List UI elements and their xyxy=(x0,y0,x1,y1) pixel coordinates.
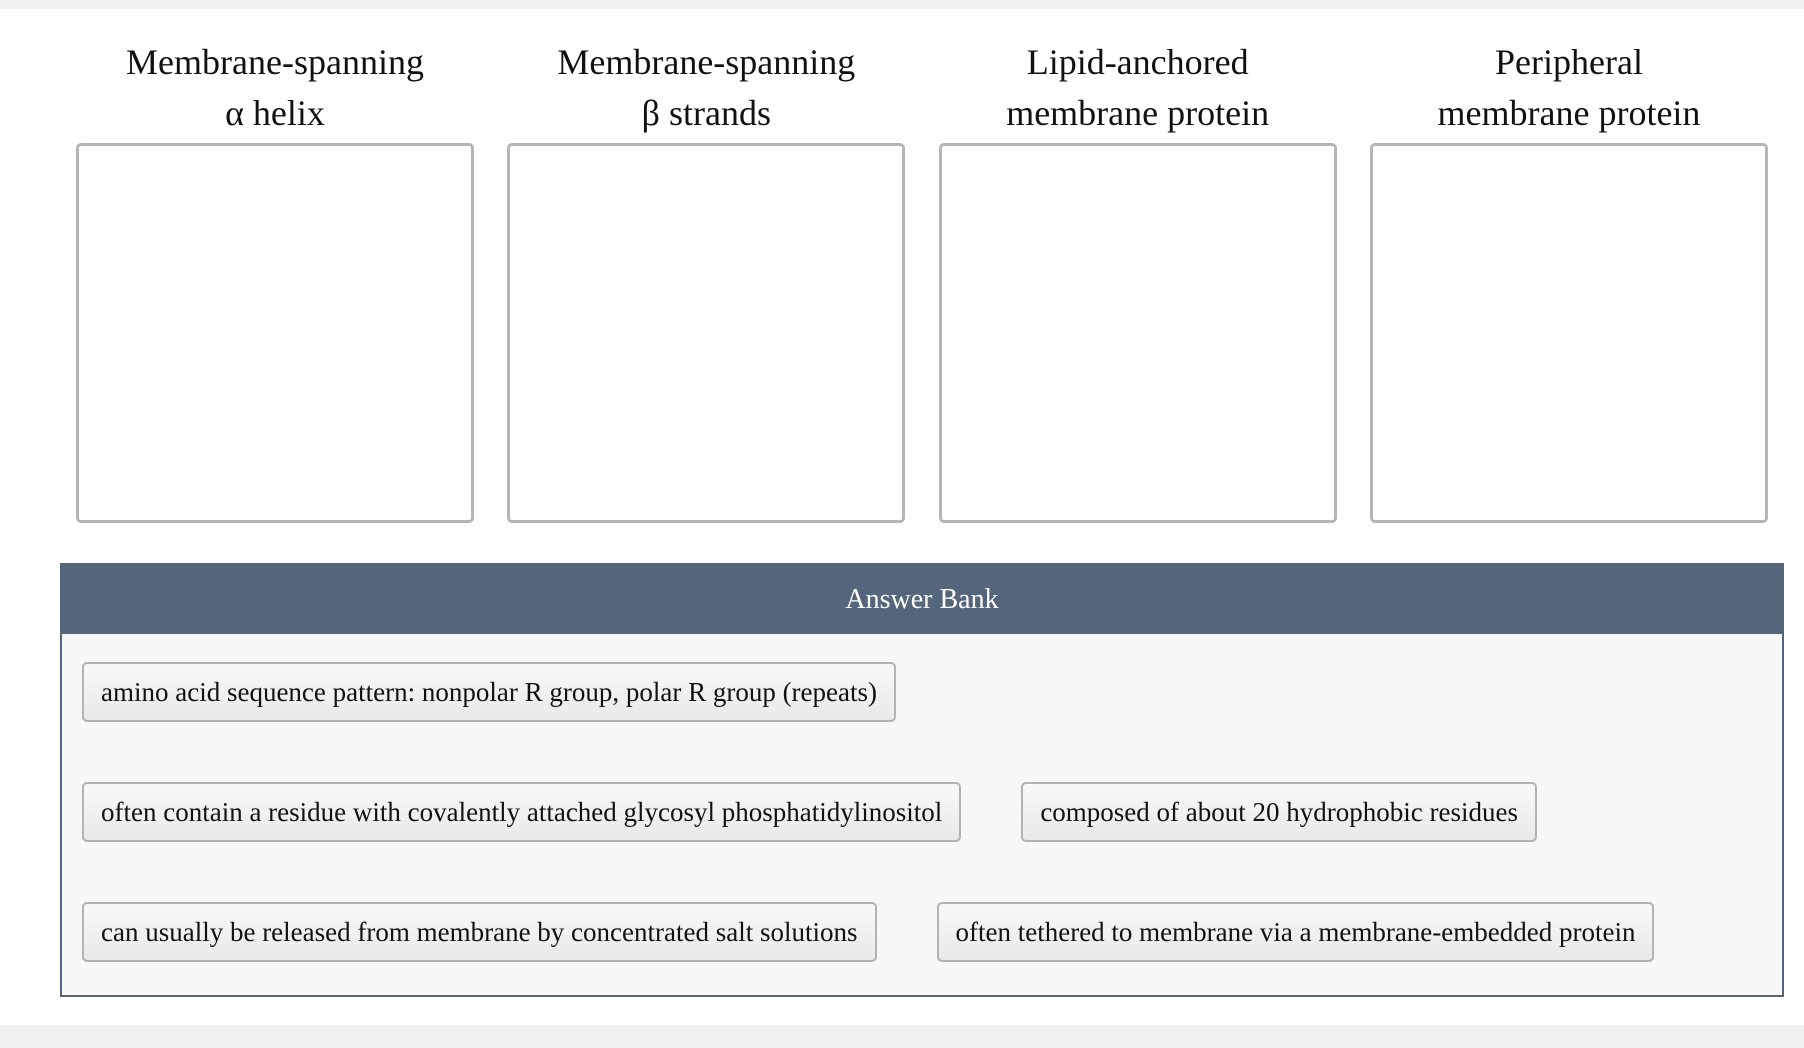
drop-zone-beta-strands[interactable] xyxy=(507,143,905,523)
category-title xyxy=(1006,37,1269,139)
category-title-line: Membrane-spanning xyxy=(126,42,424,82)
answer-chip[interactable]: amino acid sequence pattern: nonpolar R group, polar R group (repeats) xyxy=(82,662,896,722)
category-title-line: membrane protein xyxy=(1006,93,1270,133)
answer-bank-row xyxy=(82,782,1782,842)
category-title-line: Lipid-anchored xyxy=(1026,42,1249,82)
category-title-line: Peripheral xyxy=(1495,42,1643,82)
category-title-line: Membrane-spanning xyxy=(557,42,856,82)
category-beta-strands xyxy=(507,37,905,523)
category-title-line: α helix xyxy=(225,93,325,133)
category-title xyxy=(126,37,424,139)
drop-zone-lipid-anchored[interactable] xyxy=(939,143,1337,523)
answer-bank-row xyxy=(82,662,1782,722)
sorting-activity xyxy=(0,9,1804,1025)
answer-bank-row xyxy=(82,902,1782,962)
category-title xyxy=(557,37,855,139)
drop-zone-peripheral[interactable] xyxy=(1370,143,1768,523)
answer-bank xyxy=(60,563,1784,997)
answer-chip[interactable]: often contain a residue with covalently attached glycosyl phosphatidylinositol xyxy=(82,782,961,842)
category-lipid-anchored xyxy=(939,37,1337,523)
answer-bank-title: Answer Bank xyxy=(62,565,1782,634)
drop-zone-alpha-helix[interactable] xyxy=(76,143,474,523)
category-title-line: membrane protein xyxy=(1437,93,1701,133)
category-peripheral xyxy=(1370,37,1768,523)
answer-chip[interactable]: can usually be released from membrane by concentrated salt solutions xyxy=(82,902,877,962)
category-title-line: β strands xyxy=(641,93,771,133)
answer-chip[interactable]: often tethered to membrane via a membrane-embedded protein xyxy=(937,902,1655,962)
answer-chip[interactable]: composed of about 20 hydrophobic residues xyxy=(1021,782,1537,842)
answer-bank-items xyxy=(62,634,1782,962)
category-columns xyxy=(76,37,1768,523)
category-title xyxy=(1438,37,1701,139)
category-alpha-helix xyxy=(76,37,474,523)
